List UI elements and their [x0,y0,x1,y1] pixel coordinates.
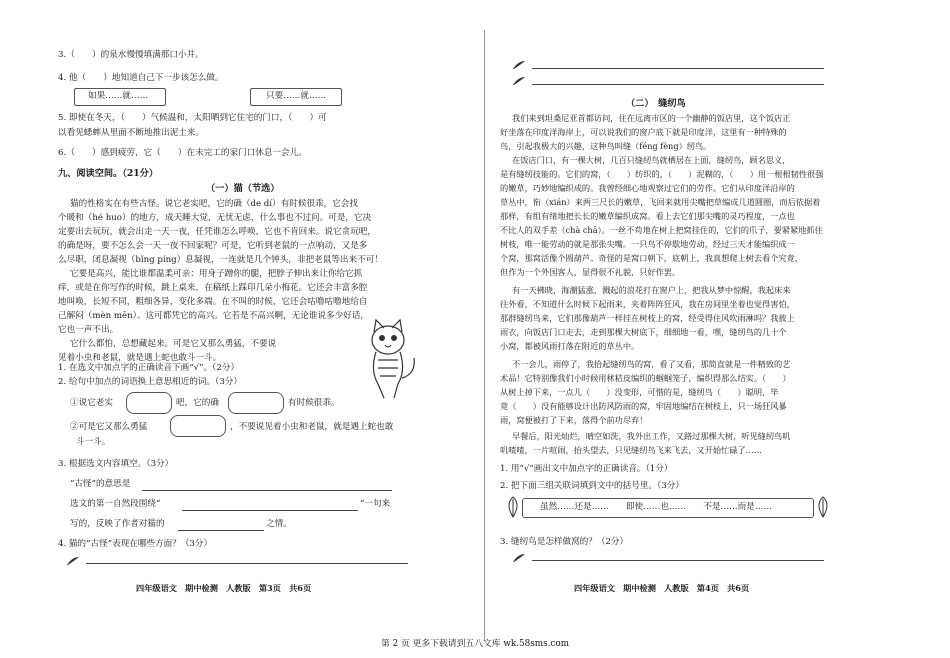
passage-2-line: 早餐后，阳光灿烂，晴空如洗，我外出工作，又路过那棵大树，听见缝纫鸟叽 [512,431,791,441]
answer-line[interactable] [86,563,408,564]
quill-icon [66,556,80,566]
passage-1-line: 它要是高兴，能比谁都温柔可亲：用身子蹭你的腿，把脖子伸出来让你给它抓 [70,269,363,279]
answer-box[interactable] [126,392,172,414]
passage-1-line: 见着小虫和老鼠，就是遇上蛇也敢斗一斗。 [58,353,222,363]
answer-line[interactable] [182,510,358,511]
reading-q3-a: “古怪”的意思是 [70,479,131,489]
passage-2-line: 那样，有组有绪地把长长的嫩草编织成窝。看上去它们那尖嘴的灵巧程度，一点也 [500,211,795,221]
passage-2-line: 个窝，那窝活像个圆葫芦。奇怪的是窝口朝下，底朝上，我真想爬上树去看个究竟， [500,253,803,263]
leaf-ornament-icon [504,496,522,518]
reading2-q2: 2. 把下面三组关联词填到文中的括号里。（3分） [500,481,684,491]
passage-1-line: 的确是呀，要不怎么会一天一夜不回家呢？可是，它听到老鼠的一点响动，又是多 [58,241,368,251]
reading-q2: 2. 给句中加点的词语换上意思相近的词。（3分） [58,377,242,387]
passage-1-line: 它也一声不出。 [58,325,119,335]
answer-line[interactable] [532,84,824,85]
passage-2-line: 术品！它特别像我们小时候用秫秸皮编织的蝈蝈笼子，编织得那么结实。（ ） [500,373,791,383]
answer-line[interactable] [532,560,824,561]
reading-q2-a-part1: ①说它老实 [70,398,113,408]
passage-1-line: 它什么都怕，总想藏起来。可是它又那么勇猛，不要说 [70,339,277,349]
passage-2-line: 不比人的双手差（chà chā）。一丝不苟地在树上把窝挂住的，它们的爪子，要紧紧地抓住 [500,225,823,235]
connectives-text: 虽然……还是…… 即使……也…… 不是……而是…… [540,502,773,512]
passage-1-line: 定要出去玩玩，就会出走一天一夜，任凭谁怎么呼唤，它也不肯回来。说它贪玩吧， [58,227,376,237]
reading-q4: 4. 猫的“古怪”表现在哪些方面？（3分） [58,539,213,549]
passage-2-line: 但作为一个外国客人，显得很不礼貌，只好作罢。 [500,267,681,277]
question-3: 3.（ ）的泉水慢慢填满那口小井。 [58,50,204,60]
right-page [500,0,834,640]
passage-2-line: 是有缝纫技能的。它们的窝，（ ）纺织的，（ ）泥糊的，（ ）用一根根韧性很强 [500,169,824,179]
reading-q2-b-part3: 斗一斗。 [76,437,111,447]
download-note: 第 2 页 更多下载请到五八文库 wk.58sms.com [381,639,569,649]
reading-q2-b-part2: ，不要说见着小虫和老鼠，就是遇上蛇也敢 [230,422,394,432]
page-footer: 四年级语文 期中检测 人教版 第3页 共6页 [136,583,312,593]
reading-q3: 3. 根据选文内容填空。（3分） [58,459,174,469]
quill-icon [512,553,526,563]
cat-illustration [358,318,420,400]
quill-icon [512,60,526,70]
passage-2-line: 那群缝纫鸟来，它们那像葫芦一样挂在树枝上的窝，经受得住风吹雨淋吗？我披上 [500,313,795,323]
passage-2-line: 叽喳喳，一片喧闹，抬头望去，只见缝纫鸟飞来飞去，又开始忙碌了…… [500,445,763,455]
passage-2-line: 从树上掉下来，一点儿（ ）没变形，可惜的是，缝纫鸟（ ）聪明，毕 [500,387,779,397]
answer-box[interactable] [170,415,226,437]
reading2-q1: 1. 用“√”画出文中加点字的正确读音。（1分） [500,464,673,474]
passage-1-line: 猫的性格实在有些古怪。说它老实吧，它的确（de dí）有时候很乖，它会找 [70,199,358,209]
reading-q2-a-part2: 吧，它的确 [176,398,219,408]
answer-line[interactable] [142,490,392,491]
passage-2-line: 我们来到坦桑尼亚首都访问，住在远离市区的一个幽静的饭店里，这个饭店正 [512,113,791,123]
answer-line[interactable] [178,530,264,531]
passage-2-line: 有一天拂晓，海潮猛涨，溅起的浪花打在窗户上，把我从梦中惊醒，我起床来 [512,285,791,295]
passage-1-line: 个暖和（hé huo）的地方，成天睡大觉，无忧无虑，什么事也不过问。可是，它决 [58,213,372,223]
passage-1-line: 己解闷（mèn mēn）。这可都凭它的高兴。它若是不高兴啊，无论谁说多少好话， [58,311,369,321]
passage-1-line: 痒，或是在你写作的时候，跳上桌来，在稿纸上踩印几朵小梅花。它还会丰富多腔 [58,283,368,293]
quill-icon [512,76,526,86]
question-5a: 5. 即使在冬天，（ ）气候温和，太阳晒到它住宅的门口，（ ）可 [58,113,327,123]
reading-q3-c-part2: 之情。 [266,519,292,529]
question-4: 4. 他（ ）地知道自己下一步该怎么做。 [58,73,224,83]
answer-line[interactable] [532,68,824,69]
question-6: 6.（ ）感到疲劳，它（ ）在未完工的家门口休息一会儿。 [58,148,307,158]
passage-2-line: 的嫩草，巧妙地编织成的。我曾经细心地观察过它们的劳作。它们从印度洋沿岸的 [500,183,795,193]
passage-2-line: 竟（ ）没有能够设计出防风防雨的窝，牢固地编结在树枝上，只一场狂风暴 [500,401,787,411]
page-divider [484,30,485,642]
reading-q2-b-part1: ②可是它又那么勇猛 [70,422,148,432]
leaf-ornament-icon [814,496,832,518]
answer-box[interactable] [228,392,284,414]
reading-q3-b-part1: 选文的第一自然段围绕“ [70,499,161,509]
passage-1-line: 么尽职，闭息凝视（bǐng píng）息凝视，一连就是几个钟头，非把老鼠等出来不可！ [58,255,383,265]
reading-q1: 1. 在选文中加点字的正确读音下画“√”。（2分） [58,363,240,373]
left-page [58,0,470,640]
page-footer: 四年级语文 期中检测 人教版 第4页 共6页 [574,583,750,593]
reading-q3-b-part2: ”一句来 [360,499,391,509]
passage-2-title: （二） 缝纫鸟 [626,98,686,109]
passage-2-line: 雨衣，向饭店门口走去，走到那棵大树底下，细细地一看，嘿，缝纫鸟的几十个 [500,327,787,337]
passage-2-line: 草丛中，衔（xián）来两三尺长的嫩草，飞回来就用尖嘴把草编成几道圆圈，而后依据着 [500,197,821,207]
scroll-box-2-text: 只要……就…… [266,91,327,101]
passage-1-line: 地叫唤，长短不同，粗细各异，变化多端。在不叫的时候，它还会咕噜咕噜地给自 [58,297,368,307]
passage-2-line: 鸟，引起我极大的兴趣，这种鸟叫缝（féng fèng）纫鸟。 [500,141,712,151]
passage-2-line: 好坐落在印度洋海岸上，可以说我们的窗户底下就是印度洋，这里有一种特殊的 [500,127,787,137]
passage-2-line: 往外看，不知道什么时候下起雨来，夹着阵阵狂风，我在房间里坐着也觉得害怕， [500,299,795,309]
passage-2-line: 不一会儿，雨停了，我拾起缝纫鸟的窝，看了又看，那简直就是一件精致的艺 [512,359,791,369]
reading2-q3: 3. 缝纫鸟是怎样做窝的？（2分） [500,537,629,547]
passage-2-line: 雨，窝便被打了下来，落得个前功尽弃！ [500,415,648,425]
passage-2-line: 树枝，唯一能劳动的就是那张尖嘴。一只鸟不停歇地劳动，经过三天才能编织成一 [500,239,795,249]
passage-1-title: （一）猫（节选） [206,183,280,194]
reading-q3-c-part1: 写的，反映了作者对猫的 [70,519,165,529]
question-5b: 以看见蟋蟀从里面不断地推出泥土来。 [58,128,205,138]
reading-q2-a-part3: 有时候很乖。 [288,398,340,408]
passage-2-line: 小窝，都被风雨打落在附近的草丛中。 [500,341,640,351]
scroll-box-1-text: 如果……就…… [88,91,149,101]
section-9-heading: 九、阅读空间。（21分） [58,168,159,179]
passage-2-line: 在饭店门口，有一棵大树，几百只缝纫鸟就栖居在上面，缝纫鸟，顾名思义， [512,155,791,165]
